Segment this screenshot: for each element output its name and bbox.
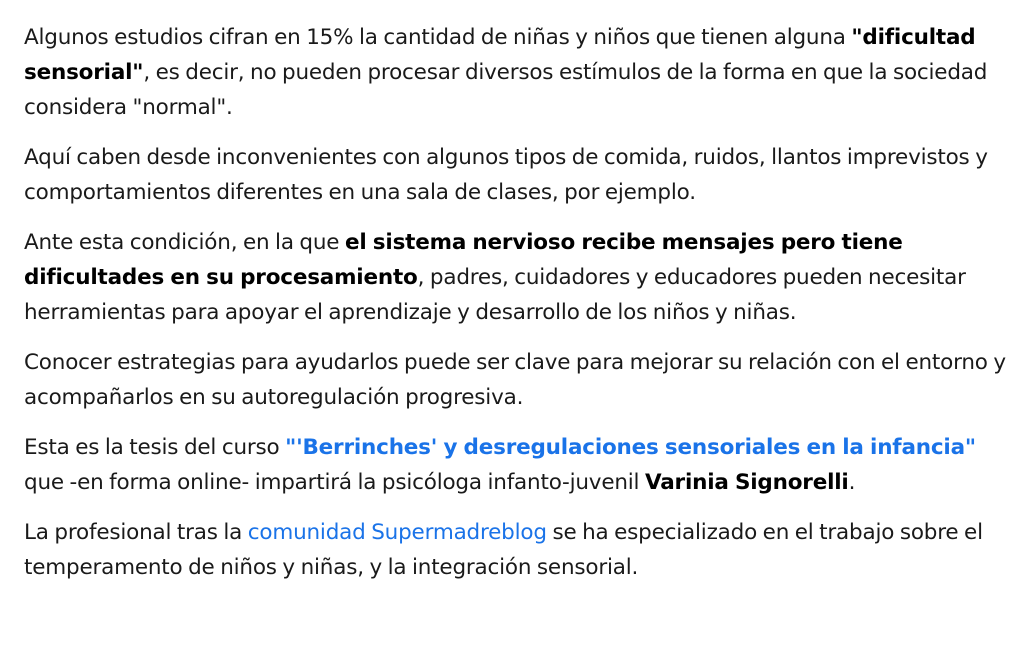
- article-body: [24, 20, 1009, 600]
- paragraph-5-text-c: .: [848, 470, 856, 495]
- paragraph-3: [24, 225, 1009, 330]
- paragraph-3-bold: el sistema nervioso recibe mensajes pero tiene dificultades en su procesamiento: [24, 230, 903, 290]
- paragraph-6-text-b: se ha especializado en el trabajo sobre el temperamento de niños y niñas, y la integración sensorial.: [24, 520, 983, 580]
- paragraph-3-text-b: , padres, cuidadores y educadores pueden necesitar herramientas para apoyar el aprendizaje y desarrollo de los niños y niñas.: [24, 265, 966, 325]
- paragraph-6: [24, 515, 1009, 585]
- paragraph-5-text-b: que -en forma online- impartirá la psicóloga infanto-juvenil: [24, 470, 645, 495]
- paragraph-5: [24, 430, 1009, 500]
- course-link[interactable]: "'Berrinches' y desregulaciones sensoriales en la infancia": [285, 435, 976, 460]
- paragraph-1-text-a: Algunos estudios cifran en 15% la cantidad de niñas y niños que tienen alguna: [24, 25, 852, 50]
- paragraph-2-text: Aquí caben desde inconvenientes con algunos tipos de comida, ruidos, llantos imprevistos y comportamientos diferentes en una sala de clases, por ejemplo.: [24, 145, 988, 205]
- instructor-name: Varinia Signorelli: [644, 470, 849, 495]
- paragraph-2: [24, 140, 1009, 210]
- community-link[interactable]: comunidad Supermadreblog: [247, 520, 547, 545]
- paragraph-3-text-a: Ante esta condición, en la que: [24, 230, 345, 255]
- paragraph-5-text-a: Esta es la tesis del curso: [24, 435, 286, 460]
- paragraph-1-text-b: , es decir, no pueden procesar diversos estímulos de la forma en que la sociedad considera "normal".: [24, 60, 988, 120]
- paragraph-6-text-a: La profesional tras la: [24, 520, 248, 545]
- paragraph-4: [24, 345, 1009, 415]
- paragraph-1-bold: "dificultad sensorial": [24, 25, 976, 85]
- paragraph-4-text: Conocer estrategias para ayudarlos puede ser clave para mejorar su relación con el entorno y acompañarlos en su autoregulación progresiva.: [24, 350, 1006, 410]
- paragraph-1: [24, 20, 1009, 125]
